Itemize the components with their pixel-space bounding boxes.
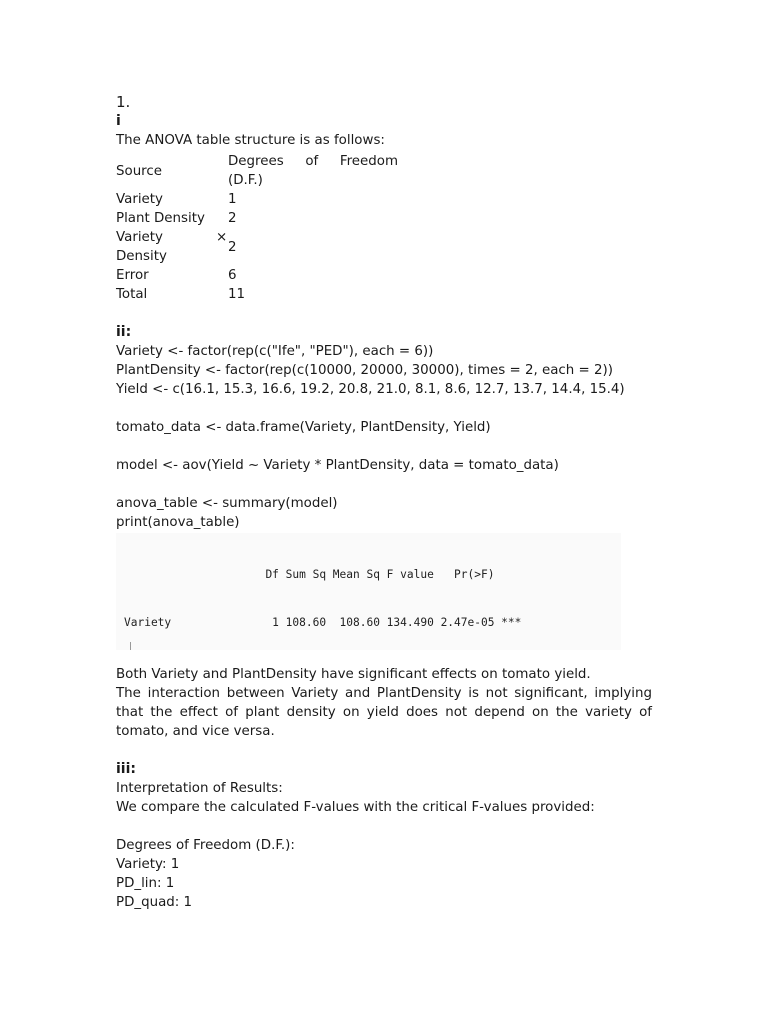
r-code-block	[116, 342, 652, 532]
interpretation-text: We compare the calculated F-values with the critical F-values provided:	[116, 800, 595, 815]
code-line: anova_table <- summary(model)	[116, 496, 338, 511]
df-list-item: PD_quad: 1	[116, 895, 193, 910]
row-df: 2	[228, 211, 237, 226]
code-line-blank	[116, 399, 652, 418]
table-header-row	[116, 152, 400, 190]
table-row	[116, 209, 400, 228]
question-number: 1.	[116, 93, 131, 111]
r-output-screenshot	[116, 533, 621, 650]
code-line: Variety <- factor(rep(c("Ife", "PED"), each = 6))	[116, 344, 434, 359]
times-symbol: ×	[216, 230, 228, 245]
table-row	[116, 228, 400, 266]
conclusion-interaction: The interaction between Variety and PlantDensity is not significant, implying that the effect of plant density on yield does not depend on the variety of tomato, and vice versa.	[116, 686, 652, 739]
table-row	[116, 266, 400, 285]
row-df: 6	[228, 268, 237, 283]
anova-structure-table	[116, 152, 400, 304]
row-source: Variety	[116, 192, 163, 207]
interpretation-title: Interpretation of Results:	[116, 781, 283, 796]
row-df: 11	[228, 287, 246, 302]
r-output-line: Df Sum Sq Mean Sq F value Pr(>F)	[124, 568, 522, 581]
row-df: 1	[228, 192, 237, 207]
console-cursor	[130, 642, 131, 650]
row-source: Variety Density	[116, 230, 167, 264]
df-list-item: Variety: 1	[116, 857, 180, 872]
anova-intro: The ANOVA table structure is as follows:	[116, 133, 385, 148]
header-df: Degrees of Freedom (D.F.)	[228, 154, 398, 188]
document-page	[116, 93, 652, 912]
part-i-heading: i	[116, 113, 121, 129]
code-line: PlantDensity <- factor(rep(c(10000, 20000, 30000), times = 2, each = 2))	[116, 363, 613, 378]
table-row	[116, 190, 400, 209]
code-line: Yield <- c(16.1, 15.3, 16.6, 19.2, 20.8, 21.0, 8.1, 8.6, 12.7, 13.7, 14.4, 15.4)	[116, 382, 625, 397]
r-output-line: Variety 1 108.60 108.60 134.490 2.47e-05 ***	[124, 616, 522, 629]
table-row	[116, 285, 400, 304]
conclusion-significance: Both Variety and PlantDensity have significant effects on tomato yield.	[116, 667, 591, 682]
df-title: Degrees of Freedom (D.F.):	[116, 838, 295, 853]
code-line: tomato_data <- data.frame(Variety, PlantDensity, Yield)	[116, 420, 491, 435]
part-iii-heading: iii:	[116, 761, 136, 777]
part-ii-heading: ii:	[116, 324, 132, 340]
code-line: model <- aov(Yield ~ Variety * PlantDensity, data = tomato_data)	[116, 458, 559, 473]
df-list-item: PD_lin: 1	[116, 876, 175, 891]
row-df: 2	[228, 239, 237, 255]
code-line: print(anova_table)	[116, 515, 240, 530]
code-line-blank	[116, 475, 652, 494]
code-line-blank	[116, 437, 652, 456]
row-source: Error	[116, 268, 149, 283]
header-source: Source	[116, 163, 162, 179]
row-source: Plant Density	[116, 211, 205, 226]
row-source: Total	[116, 287, 148, 302]
